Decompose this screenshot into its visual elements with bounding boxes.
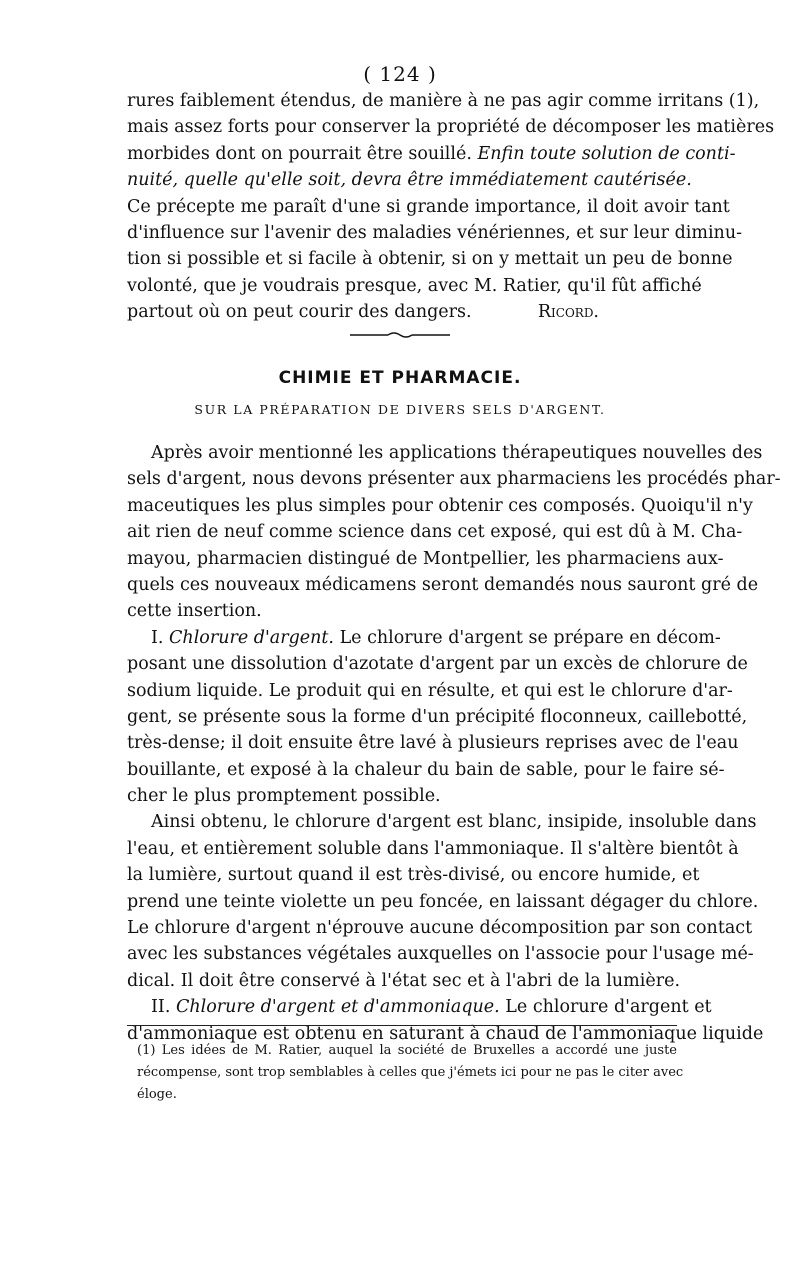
- text-line: cette insertion.: [127, 601, 262, 622]
- text-line: volonté, que je voudrais presque, avec M. Ratier, qu'il fût affiché: [127, 275, 702, 296]
- main-article: [127, 440, 781, 1047]
- text-line: la lumière, surtout quand il est très-divisé, ou encore humide, et: [127, 865, 700, 886]
- text-line-italic: [127, 167, 692, 193]
- italic-text: Chlorure d'argent et d'ammoniaque.: [175, 997, 500, 1018]
- page-number: ( 124 ): [363, 62, 437, 86]
- author-signature: Ricord.: [537, 302, 599, 323]
- text-line: prend une teinte violette un peu foncée, en laissant dégager du chlore.: [127, 891, 759, 912]
- text-line: rures faiblement étendus, de manière à ne pas agir comme irritans (1),: [127, 91, 760, 111]
- continued-paragraph: [127, 88, 775, 326]
- text-line: ait rien de neuf comme science dans cet exposé, qui est dû à M. Cha-: [127, 522, 743, 543]
- text-line: très-dense; il doit ensuite être lavé à plusieurs reprises avec de l'eau: [127, 733, 739, 754]
- footnote-line: récompense, sont trop semblables à celles que j'émets ici pour ne pas le citer avec: [137, 1065, 684, 1080]
- text-line-mixed: [127, 141, 736, 167]
- text-line: sodium liquide. Le produit qui en résulte, et qui est le chlorure d'ar-: [127, 680, 733, 701]
- text-line: dical. Il doit être conservé à l'état sec et à l'abri de la lumière.: [127, 970, 681, 991]
- text-line: Ainsi obtenu, le chlorure d'argent est blanc, insipide, insoluble dans: [151, 812, 757, 833]
- text-line: cher le plus promptement possible.: [127, 786, 441, 807]
- text-line: avec les substances végétales auxquelles on l'associe pour l'usage mé-: [127, 944, 754, 965]
- text-line: bouillante, et exposé à la chaleur du bain de sable, pour le faire sé-: [127, 759, 725, 780]
- text-line: posant une dissolution d'azotate d'argent par un excès de chlorure de: [127, 654, 748, 675]
- italic-text: Chlorure d'argent.: [169, 627, 334, 648]
- footnote-rule: [127, 1025, 677, 1026]
- section-heading: CHIMIE ET PHARMACIE.: [278, 368, 522, 388]
- text-line: sels d'argent, nous devons présenter aux pharmaciens les procédés phar-: [127, 469, 781, 490]
- text-line-body: partout où on peut courir des dangers.: [127, 302, 472, 323]
- text-line: mayou, pharmacien distingué de Montpellier, les pharmaciens aux-: [127, 548, 724, 569]
- text-line: Le chlorure d'argent n'éprouve aucune décomposition par son contact: [127, 918, 753, 939]
- text-line: maceutiques les plus simples pour obtenir ces composés. Quoiqu'il n'y: [127, 495, 753, 516]
- text-line: mais assez forts pour conserver la propriété de décomposer les matières: [127, 117, 775, 138]
- italic-text: Enfin toute solution de conti-: [477, 143, 736, 164]
- text-line-mixed: I. Chlorure d'argent. Le chlorure d'argent se prépare en décom-: [151, 627, 721, 648]
- text-line: tion si possible et si facile à obtenir, si on y mettait un peu de bonne: [127, 249, 733, 270]
- text-line: l'eau, et entièrement soluble dans l'ammoniaque. Il s'altère bientôt à: [127, 838, 739, 859]
- footnote-line: (1) Les idées de M. Ratier, auquel la société de Bruxelles a accordé une juste: [137, 1043, 677, 1058]
- text-line: d'ammoniaque est obtenu en saturant à chaud de l'ammoniaque liquide: [127, 1023, 764, 1044]
- text-line: Ce précepte me paraît d'une si grande importance, il doit avoir tant: [127, 196, 730, 217]
- text-line: [127, 299, 677, 325]
- italic-text: nuité, quelle qu'elle soit, devra être immédiatement cautérisée.: [127, 170, 692, 191]
- text-line: quels ces nouveaux médicamens seront demandés nous sauront gré de: [127, 574, 759, 595]
- footnote: [137, 1040, 684, 1106]
- footnote-line: éloge.: [137, 1087, 177, 1102]
- text-line: d'influence sur l'avenir des maladies vénériennes, et sur leur diminu-: [127, 222, 743, 243]
- text-line-mixed: II. Chlorure d'argent et d'ammoniaque. Le chlorure d'argent et: [151, 997, 712, 1018]
- text-line: Après avoir mentionné les applications thérapeutiques nouvelles des: [151, 443, 763, 463]
- ornament-divider: [350, 332, 450, 338]
- text-line: gent, se présente sous la forme d'un précipité floconneux, caillebotté,: [127, 706, 748, 727]
- text-line-roman: morbides dont on pourrait être souillé.: [127, 143, 478, 164]
- section-subheading: SUR LA PRÉPARATION DE DIVERS SELS D'ARGENT.: [194, 402, 606, 417]
